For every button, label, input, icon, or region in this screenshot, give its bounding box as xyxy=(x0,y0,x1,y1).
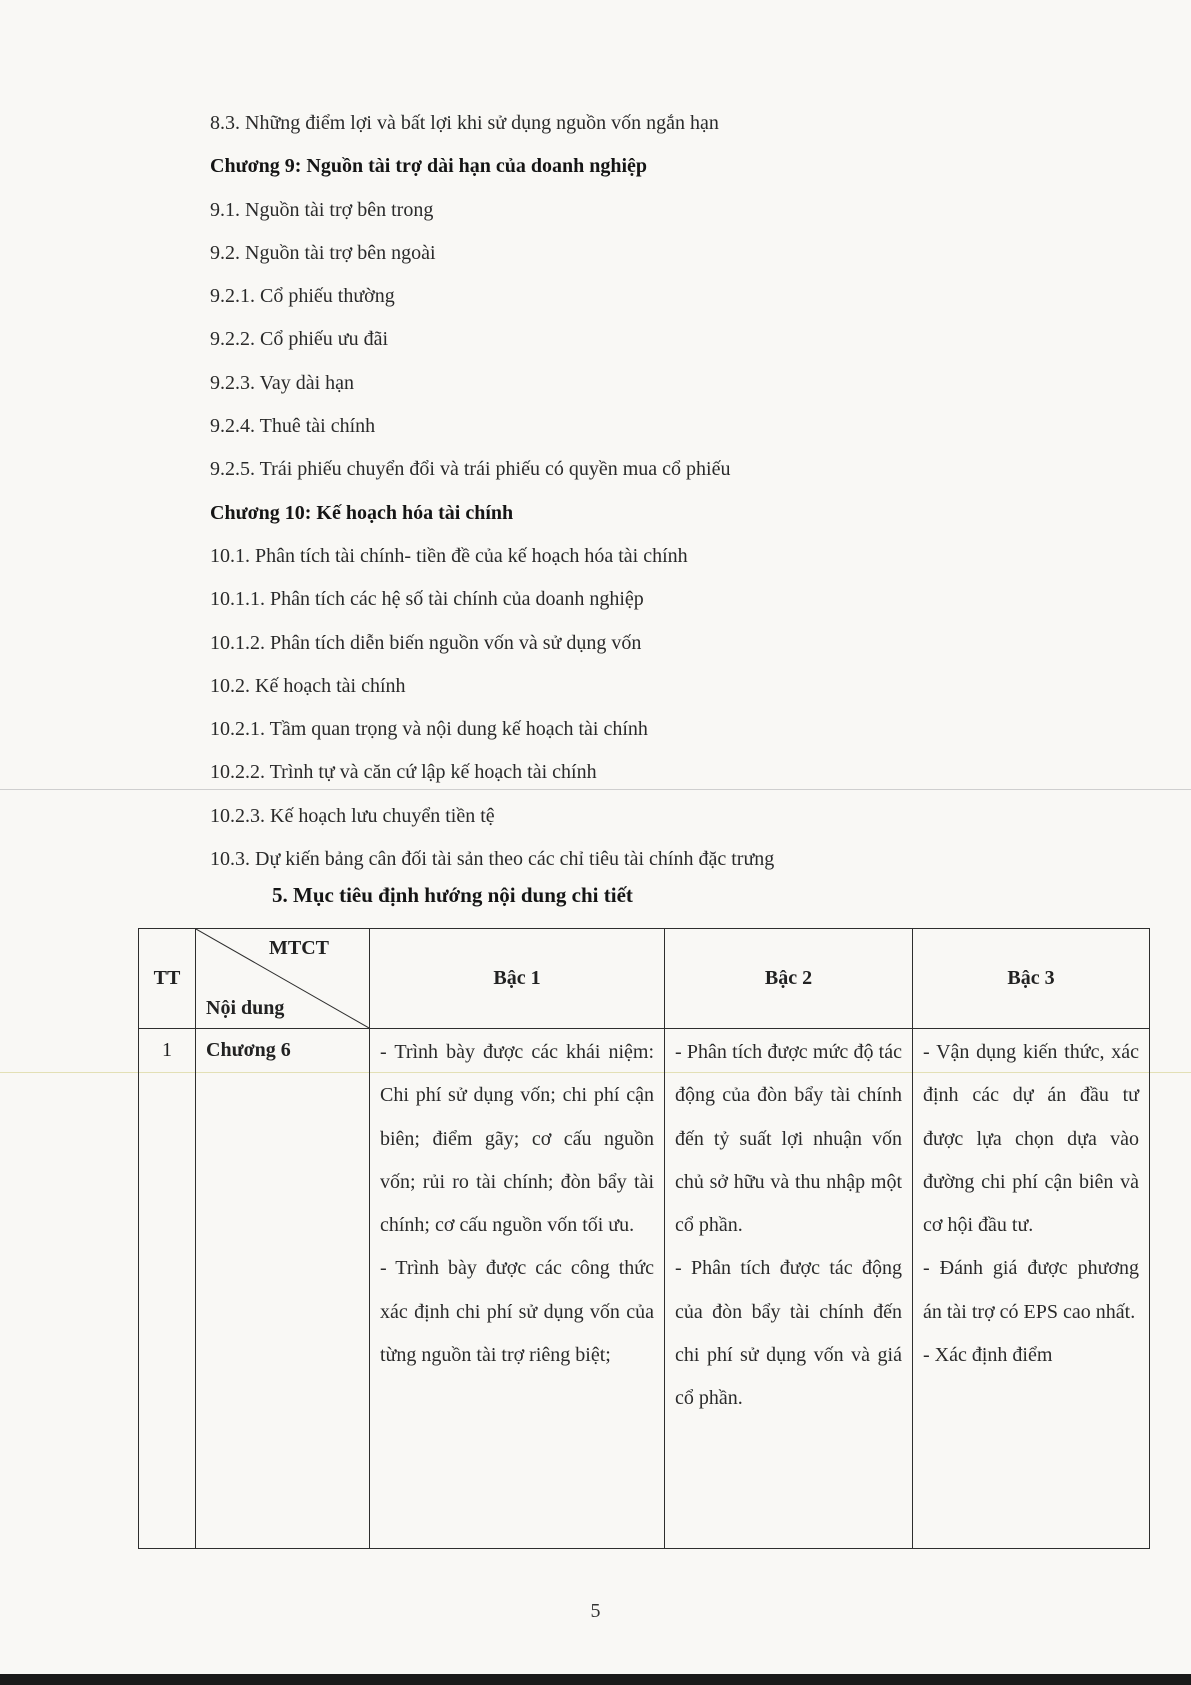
outline-line: 9.2. Nguồn tài trợ bên ngoài xyxy=(210,241,436,264)
outline-line: 10.3. Dự kiến bảng cân đối tài sản theo các chỉ tiêu tài chính đặc trưng xyxy=(210,848,775,871)
page-number: 5 xyxy=(590,1600,601,1622)
header-level2: Bậc 2 xyxy=(665,929,913,1029)
header-mtct: MTCT xyxy=(269,937,329,959)
outline-line: 10.1.1. Phân tích các hệ số tài chính của doanh nghiệp xyxy=(210,588,644,611)
level3-item: - Đánh giá được phương án tài trợ có EPS cao nhất. xyxy=(923,1257,1139,1323)
header-diagonal-cell xyxy=(196,929,370,1029)
course-outline xyxy=(210,102,1090,881)
outline-line: 10.2.3. Kế hoạch lưu chuyển tiền tệ xyxy=(210,804,495,827)
level2-item: - Phân tích được tác động của đòn bẩy tài chính đến chi phí sử dụng vốn và giá cổ phần. xyxy=(675,1257,902,1410)
row-level3 xyxy=(913,1029,1150,1549)
level3-item: - Vận dụng kiến thức, xác định các dự án đầu tư được lựa chọn dựa vào đường chi phí cận biên và cơ hội đầu tư. xyxy=(923,1041,1139,1237)
level3-item: - Xác định điểm xyxy=(923,1344,1053,1367)
outline-line: 8.3. Những điểm lợi và bất lợi khi sử dụng nguồn vốn ngắn hạn xyxy=(210,112,719,134)
outline-line: 9.2.2. Cổ phiếu ưu đãi xyxy=(210,328,389,351)
header-content: Nội dung xyxy=(206,997,285,1019)
outline-line: 9.2.4. Thuê tài chính xyxy=(210,415,376,438)
row-chapter: Chương 6 xyxy=(196,1029,370,1549)
row-level1 xyxy=(370,1029,665,1549)
outline-line: 9.2.3. Vay dài hạn xyxy=(210,371,355,394)
chapter-heading: Chương 9: Nguồn tài trợ dài hạn của doanh nghiệp xyxy=(210,155,648,178)
objectives-table xyxy=(138,928,1150,1549)
header-level1: Bậc 1 xyxy=(370,929,665,1029)
row-level2 xyxy=(665,1029,913,1549)
outline-line: 9.2.5. Trái phiếu chuyển đổi và trái phiếu có quyền mua cổ phiếu xyxy=(210,458,731,481)
scan-bottom-edge xyxy=(0,1674,1191,1685)
section-title: 5. Mục tiêu định hướng nội dung chi tiết xyxy=(272,883,633,907)
table-row xyxy=(139,1029,1150,1549)
level2-item: - Phân tích được mức độ tác động của đòn bẩy tài chính đến tỷ suất lợi nhuận vốn chủ sở hữu và thu nhập một cổ phần. xyxy=(675,1041,902,1237)
row-tt: 1 xyxy=(139,1029,196,1549)
table-header-row xyxy=(139,929,1150,1029)
outline-line: 9.1. Nguồn tài trợ bên trong xyxy=(210,198,434,221)
chapter-heading: Chương 10: Kế hoạch hóa tài chính xyxy=(210,501,514,524)
header-level3: Bậc 3 xyxy=(913,929,1150,1029)
header-tt: TT xyxy=(139,929,196,1029)
outline-line: 10.2.2. Trình tự và căn cứ lập kế hoạch tài chính xyxy=(210,761,597,784)
outline-line: 10.1.2. Phân tích diễn biến nguồn vốn và sử dụng vốn xyxy=(210,631,642,654)
level1-item: - Trình bày được các công thức xác định chi phí sử dụng vốn của từng nguồn tài trợ riêng biệt; xyxy=(380,1257,654,1367)
outline-line: 9.2.1. Cổ phiếu thường xyxy=(210,285,395,308)
outline-line: 10.1. Phân tích tài chính- tiền đề của kế hoạch hóa tài chính xyxy=(210,544,688,567)
outline-line: 10.2. Kế hoạch tài chính xyxy=(210,674,406,697)
level1-item: - Trình bày được các khái niệm: Chi phí sử dụng vốn; chi phí cận biên; điểm gãy; cơ cấu nguồn vốn; rủi ro tài chính; đòn bẩy tài chính; cơ cấu nguồn vốn tối ưu. xyxy=(380,1041,654,1237)
outline-line: 10.2.1. Tầm quan trọng và nội dung kế hoạch tài chính xyxy=(210,718,648,741)
